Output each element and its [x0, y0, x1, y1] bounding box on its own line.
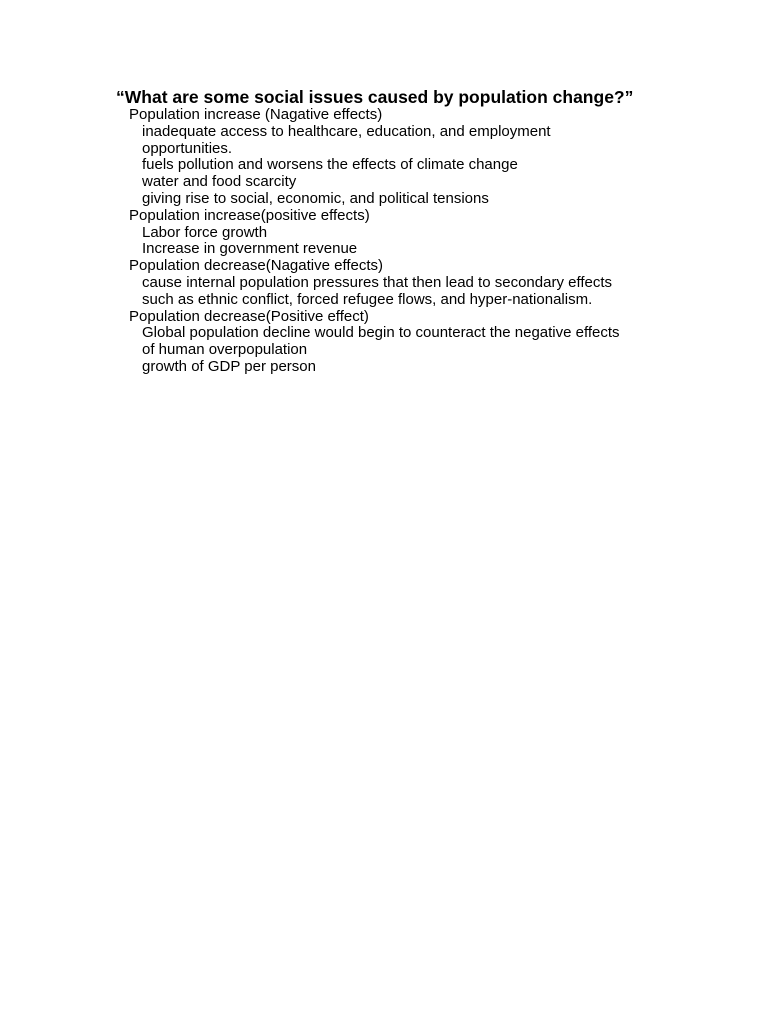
list-item-text: Global population decline would begin to counteract the negative effects: [142, 324, 620, 342]
bullet-list: [116, 124, 656, 208]
list-item: [116, 124, 642, 158]
bullet-list: [116, 225, 656, 259]
section-population-decrease-positive: [116, 309, 656, 376]
list-item-text: such as ethnic conflict, forced refugee flows, and hyper-nationalism.: [142, 290, 593, 308]
section-heading: Population decrease(Nagative effects): [129, 257, 384, 275]
list-item-text: fuels pollution and worsens the effects of climate change: [142, 156, 518, 174]
list-item: [116, 191, 642, 208]
list-item-text: giving rise to social, economic, and political tensions: [142, 189, 489, 207]
bullet-list: [116, 275, 656, 309]
document-body: [116, 86, 656, 376]
list-item: [116, 225, 642, 242]
section-population-increase-negative: [116, 107, 656, 208]
list-item: [116, 157, 642, 174]
section-heading: Population increase(positive effects): [129, 206, 370, 224]
list-item-text: opportunities.: [142, 139, 233, 157]
section-heading: Population decrease(Positive effect): [129, 307, 369, 325]
section-heading: Population increase (Nagative effects): [129, 106, 383, 123]
list-item: [116, 275, 642, 309]
list-item-text: cause internal population pressures that then lead to secondary effects: [142, 273, 613, 291]
section-population-decrease-negative: [116, 258, 656, 308]
document-title: “What are some social issues caused by population change?”: [116, 87, 634, 107]
list-item: [116, 241, 642, 258]
list-item-text: Increase in government revenue: [142, 240, 358, 258]
list-item: [116, 325, 642, 359]
list-item: [116, 174, 642, 191]
bullet-list: [116, 325, 656, 375]
section-population-increase-positive: [116, 208, 656, 258]
list-item-text: water and food scarcity: [142, 173, 297, 191]
list-item-text: of human overpopulation: [142, 341, 308, 359]
list-item-text: inadequate access to healthcare, education, and employment: [142, 122, 551, 140]
list-item-text: Labor force growth: [142, 223, 268, 241]
list-item: [116, 359, 642, 376]
list-item-text: growth of GDP per person: [142, 357, 316, 375]
